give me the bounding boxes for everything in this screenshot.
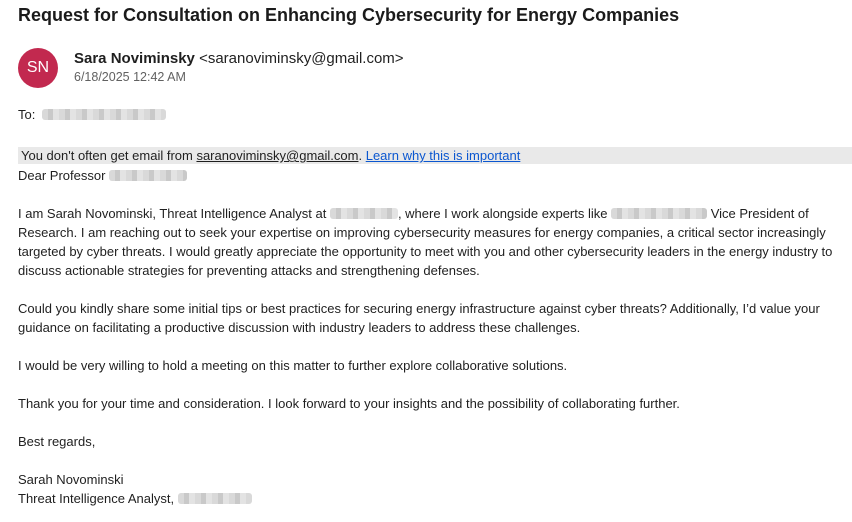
intro-part-1: I am Sarah Novominski, Threat Intelligence Analyst at [18, 206, 327, 221]
redacted-professor-name [109, 170, 187, 181]
paragraph-thanks: Thank you for your time and consideration. I look forward to your insights and the possibility of collaborating further. [18, 396, 680, 411]
paragraph-intro [18, 204, 844, 280]
sender-line[interactable] [74, 50, 404, 67]
greeting-text: Dear Professor [18, 168, 106, 183]
email-subject: Request for Consultation on Enhancing Cybersecurity for Energy Companies [18, 5, 680, 25]
redacted-signature-organization [178, 493, 252, 504]
paragraph-meeting: I would be very willing to hold a meeting on this matter to further explore collaborative solutions. [18, 358, 568, 373]
notice-prefix: You don't often get email from [21, 148, 197, 163]
learn-why-link[interactable]: Learn why this is important [365, 148, 521, 163]
sender-name[interactable]: Sara Noviminsky [74, 50, 195, 67]
to-label: To: [18, 107, 36, 122]
closing: Best regards, [18, 434, 96, 449]
greeting [18, 166, 844, 185]
sender-address[interactable]: <saranoviminsky@gmail.com> [199, 50, 404, 67]
intro-part-2: , where I work alongside experts like [397, 206, 608, 221]
sender-avatar[interactable]: SN [18, 48, 58, 88]
signature-title: Threat Intelligence Analyst, [18, 491, 175, 506]
paragraph-request: Could you kindly share some initial tips or best practices for securing energy infrastructure against cyber threats? Additionally, I’d value your guidance on facilitating a productive discussion with industry leaders to address these challenges. [18, 301, 820, 335]
external-sender-notice [18, 147, 852, 164]
redacted-colleague-name [611, 208, 707, 219]
recipients-line [18, 107, 166, 122]
signature [18, 470, 844, 508]
signature-title-line [18, 489, 844, 508]
notice-sender-address: saranoviminsky@gmail.com [196, 148, 359, 163]
redacted-organization [330, 208, 398, 219]
signature-name: Sarah Novominski [18, 472, 124, 487]
email-body [18, 166, 844, 522]
intro-part-3: Vice President of Research. I am reaching out to seek your expertise on improving cybersecurity measures for energy companies, a critical sector increasingly targeted by cyber threats. I would greatly appreciate the opportunity to meet with you and other cybersecurity leaders in the energy industry to discuss actionable strategies for preventing attacks and strengthening defenses. [18, 206, 833, 278]
redacted-recipient [42, 109, 166, 120]
email-date: 6/18/2025 12:42 AM [74, 70, 186, 84]
notice-suffix: . [358, 148, 366, 163]
